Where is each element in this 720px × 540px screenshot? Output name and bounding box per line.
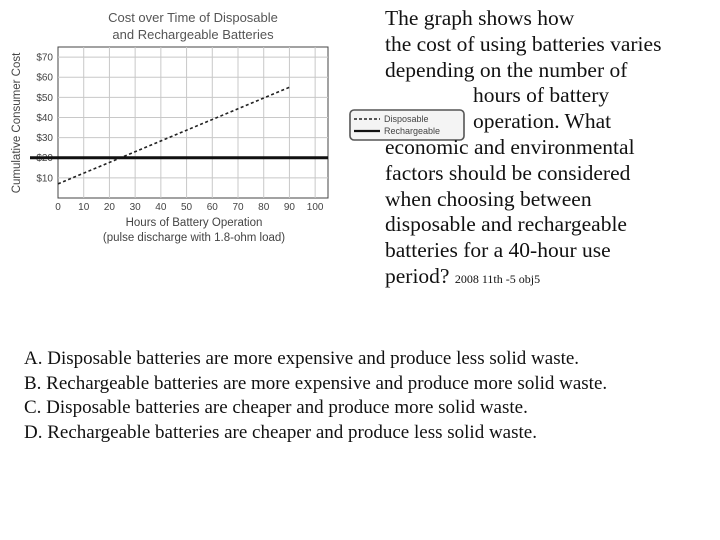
choice-b[interactable]: B. Rechargeable batteries are more expensive and produce more solid waste. <box>24 372 608 394</box>
plot-frame <box>58 47 328 198</box>
question-ending: period? <box>385 263 450 288</box>
x-tick-label: 10 <box>78 202 90 213</box>
y-tick-labels <box>36 53 53 185</box>
x-tick-label: 50 <box>181 202 193 213</box>
x-tick-label: 90 <box>283 202 295 213</box>
question-text <box>385 6 685 293</box>
question-line-last <box>385 264 685 293</box>
y-tick-label: $20 <box>36 153 53 165</box>
x-tick-label: 80 <box>258 202 270 213</box>
y-tick-label: $10 <box>36 173 53 185</box>
x-tick-label: 30 <box>129 202 141 213</box>
question-line: depending on the number of <box>385 57 628 82</box>
choice-d[interactable]: D. Rechargeable batteries are cheaper and produce less solid waste. <box>24 421 537 443</box>
x-tick-label: 100 <box>306 202 324 213</box>
question-line: economic and environmental <box>385 134 635 159</box>
y-tick-label: $60 <box>36 72 53 84</box>
x-tick-label: 60 <box>206 202 218 213</box>
choice-c[interactable]: C. Disposable batteries are cheaper and produce more solid waste. <box>24 397 528 418</box>
legend-disposable-label: Disposable <box>384 114 429 124</box>
x-tick-labels <box>55 202 324 213</box>
question-line: hours of battery <box>473 83 610 108</box>
y-tick-label: $40 <box>36 112 53 124</box>
chart-title-line-1: Cost over Time of Disposable <box>108 10 278 25</box>
question-line: when choosing between <box>385 186 592 211</box>
y-tick-label: $30 <box>36 133 53 145</box>
y-tick-label: $70 <box>36 52 53 64</box>
y-axis-label: Cumulative Consumer Cost <box>11 52 23 194</box>
y-tick-label: $50 <box>36 92 53 104</box>
answer-choices <box>24 347 607 445</box>
choice-a[interactable]: A. Disposable batteries are more expensive and produce less solid waste. <box>24 348 580 369</box>
plot-area <box>58 47 328 198</box>
legend-rechargeable-label: Rechargeable <box>384 126 441 136</box>
x-axis-label-line-2: (pulse discharge with 1.8-ohm load) <box>102 232 286 244</box>
question-line: disposable and rechargeable <box>385 212 627 237</box>
question-reference: 2008 11th -5 obj5 <box>454 271 541 286</box>
question-line: factors should be considered <box>385 160 631 185</box>
question-line: The graph shows how <box>385 6 575 30</box>
x-axis-label-line-1: Hours of Battery Operation <box>125 217 263 229</box>
question-line: operation. What <box>473 109 612 134</box>
x-tick-label: 70 <box>232 202 244 213</box>
x-tick-label: 20 <box>103 202 115 213</box>
x-tick-label: 40 <box>155 202 167 213</box>
question-line: the cost of using batteries varies <box>385 31 662 56</box>
chart-title-line-2: and Rechargeable Batteries <box>112 27 274 42</box>
x-tick-label: 0 <box>55 202 61 213</box>
question-line: batteries for a 40-hour use <box>385 238 611 263</box>
